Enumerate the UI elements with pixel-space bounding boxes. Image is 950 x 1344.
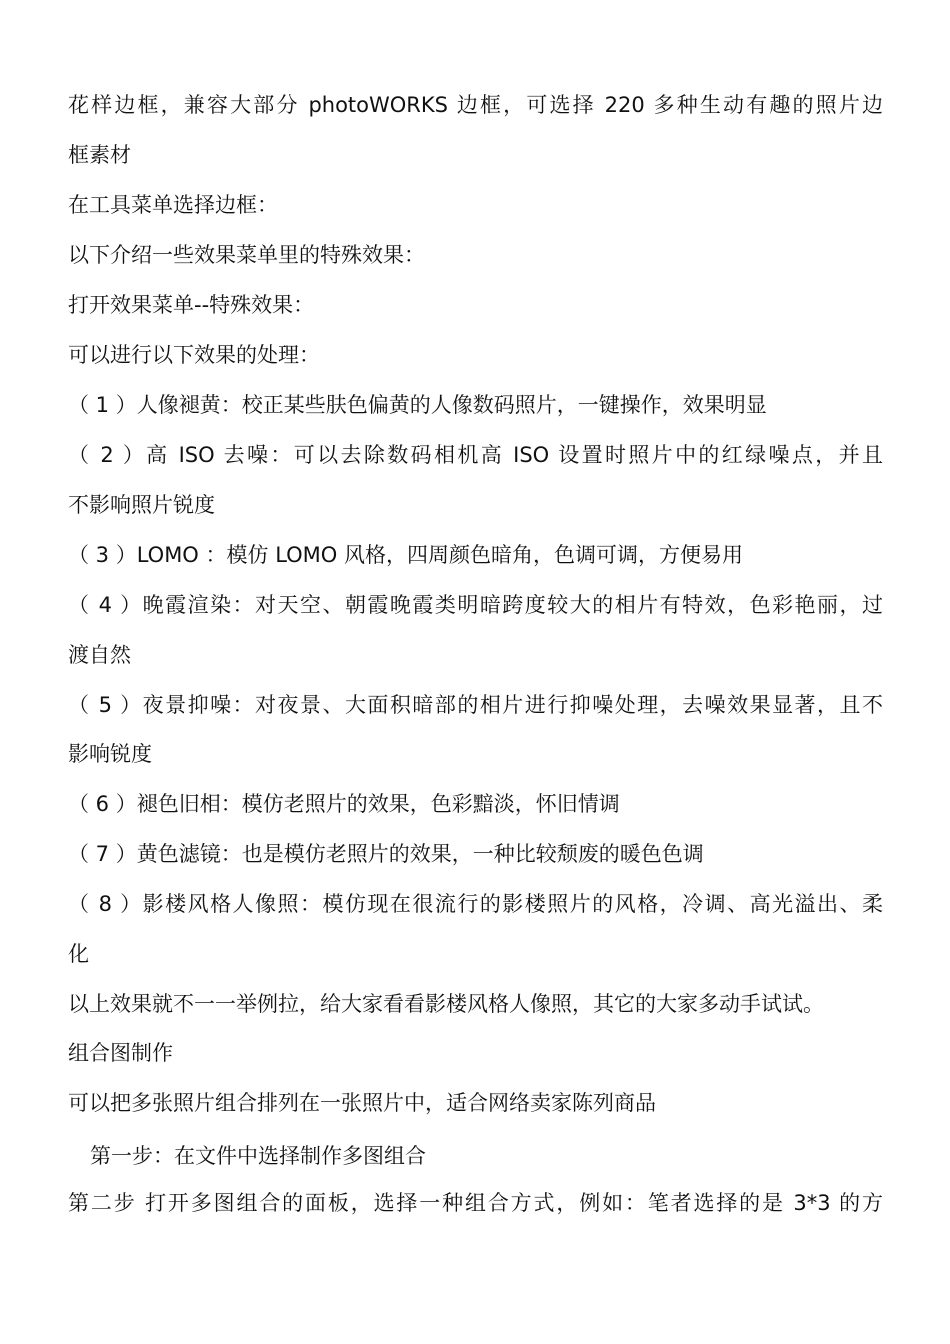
- list-item-line: （ 8 ）影楼风格人像照：模仿现在很流行的影楼照片的风格，冷调、高光溢出、柔: [68, 892, 883, 916]
- paragraph-line: 以下介绍一些效果菜单里的特殊效果：: [68, 243, 425, 267]
- list-item-line: （ 1 ）人像褪黄：校正某些肤色偏黄的人像数码照片，一键操作，效果明显: [68, 393, 767, 417]
- paragraph-line: 可以进行以下效果的处理：: [68, 343, 320, 367]
- list-item-line: 渡自然: [68, 643, 131, 667]
- list-item-line: （ 4 ）晚霞渲染：对天空、朝霞晚霞类明暗跨度较大的相片有特效，色彩艳丽，过: [68, 593, 883, 617]
- list-item-line: 化: [68, 942, 89, 966]
- paragraph-line: 框素材: [68, 143, 131, 167]
- list-item-line: （ 6 ）褪色旧相：模仿老照片的效果，色彩黯淡，怀旧情调: [68, 792, 620, 816]
- paragraph-line: 以上效果就不一一举例拉，给大家看看影楼风格人像照，其它的大家多动手试试。: [68, 992, 824, 1016]
- paragraph-line: 可以把多张照片组合排列在一张照片中，适合网络卖家陈列商品: [68, 1091, 656, 1115]
- list-item-line: （ 5 ）夜景抑噪：对夜景、大面积暗部的相片进行抑噪处理，去噪效果显著，且不: [68, 693, 883, 717]
- step-line: 第一步：在文件中选择制作多图组合: [90, 1144, 426, 1168]
- paragraph-line: 在工具菜单选择边框：: [68, 193, 278, 217]
- list-item-line: （ 2 ）高 ISO 去噪：可以去除数码相机高 ISO 设置时照片中的红绿噪点，并且: [68, 443, 883, 467]
- list-item-line: （ 3 ）LOMO ：模仿 LOMO 风格，四周颜色暗角，色调可调，方便易用: [68, 543, 743, 567]
- section-heading: 组合图制作: [68, 1041, 173, 1065]
- list-item-line: 影响锐度: [68, 742, 152, 766]
- list-item-line: （ 7 ）黄色滤镜：也是模仿老照片的效果，一种比较颓废的暖色色调: [68, 842, 704, 866]
- step-line: 第二步 打开多图组合的面板，选择一种组合方式，例如：笔者选择的是 3*3 的方: [68, 1191, 883, 1215]
- list-item-line: 不影响照片锐度: [68, 493, 215, 517]
- paragraph-line: 花样边框，兼容大部分 photoWORKS 边框，可选择 220 多种生动有趣的照片边: [68, 93, 883, 117]
- paragraph-line: 打开效果菜单--特殊效果：: [68, 293, 315, 317]
